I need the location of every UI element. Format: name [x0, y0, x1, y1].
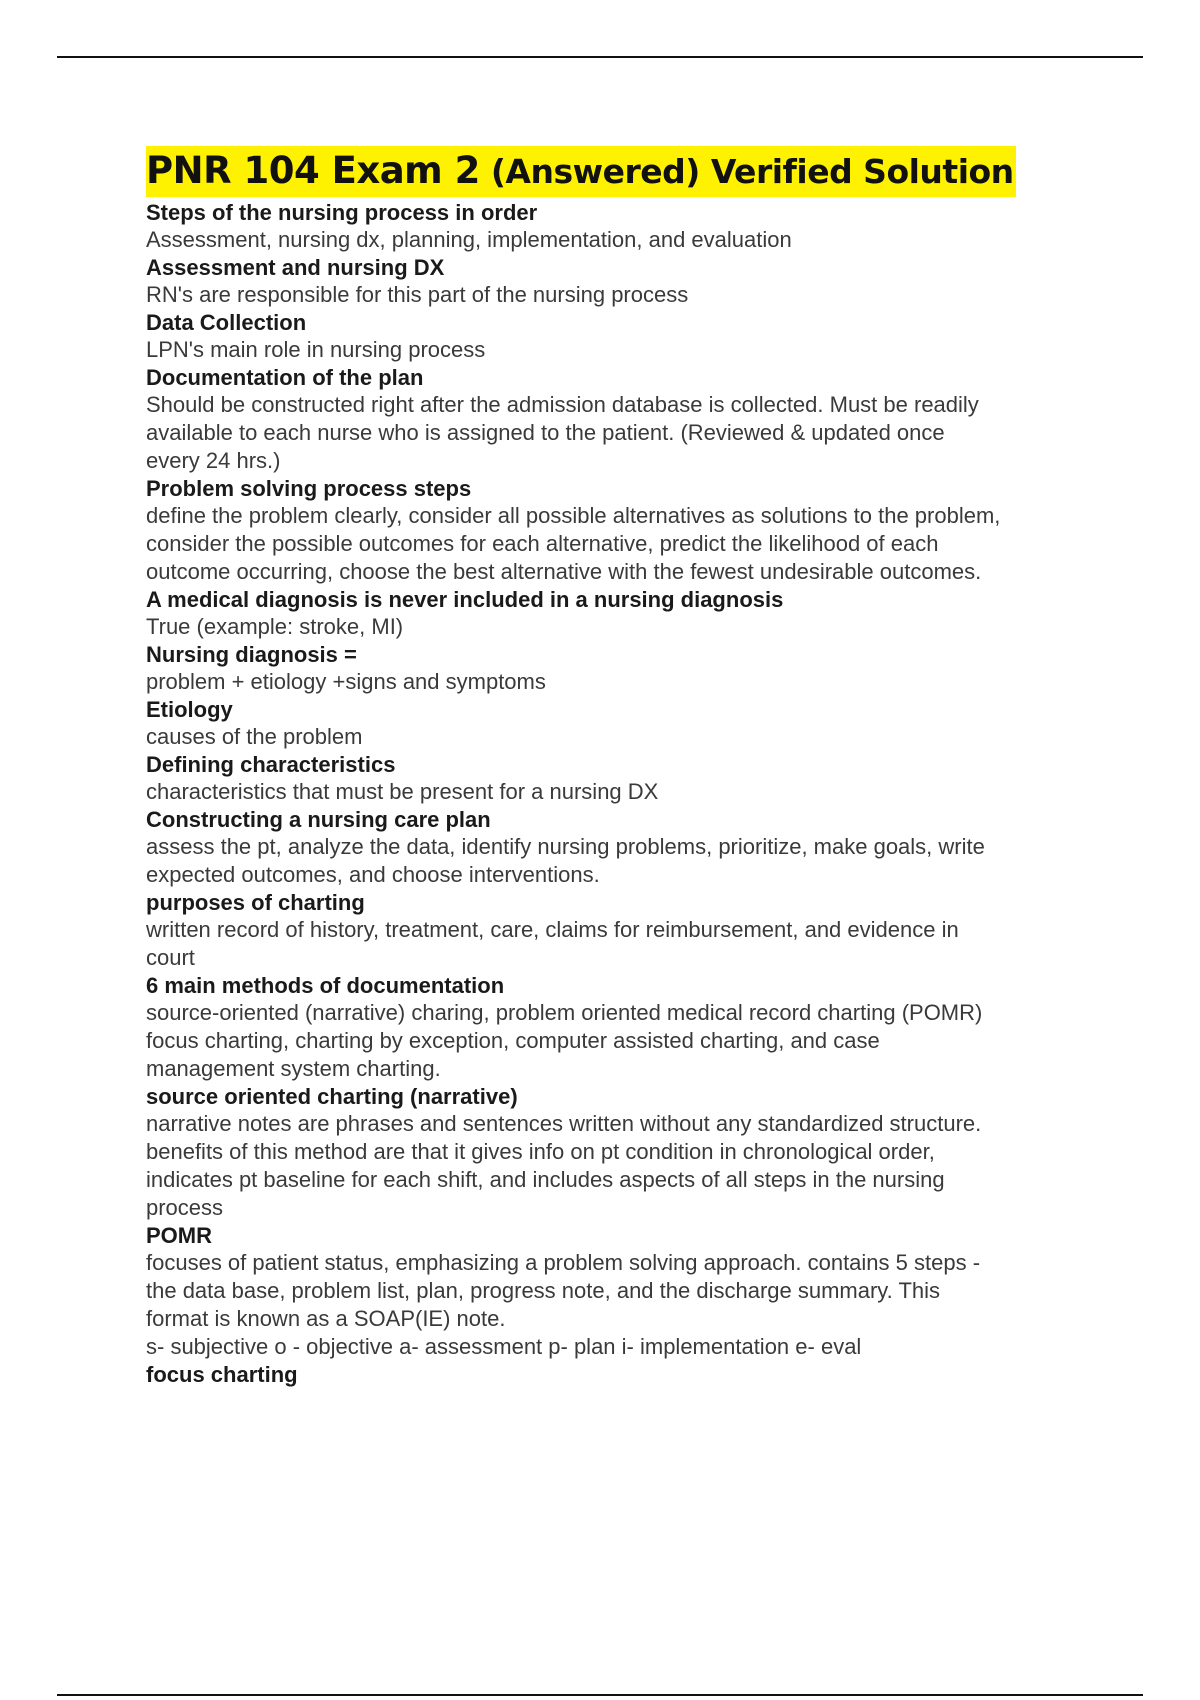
title-sub: (Answered) Verified Solution — [479, 152, 1014, 191]
qa-item — [146, 586, 1106, 641]
qa-item — [146, 696, 1106, 751]
answer: define the problem clearly, consider all possible alternatives as solutions to the problem, consider the possible outcomes for each alternative, predict the likelihood of each outcome occurring, choose the best alternative with the fewest undesirable outcomes. — [146, 503, 1001, 584]
document-title — [146, 146, 1016, 197]
answer: RN's are responsible for this part of the nursing process — [146, 282, 689, 307]
qa-item — [146, 972, 1106, 1083]
question: Problem solving process steps — [146, 476, 472, 501]
qa-item — [146, 889, 1106, 972]
question: Constructing a nursing care plan — [146, 807, 491, 832]
answer: source-oriented (narrative) charing, problem oriented medical record charting (POMR) focus charting, charting by exception, computer assisted charting, and case management system charting. — [146, 1000, 983, 1081]
qa-item — [146, 806, 1106, 889]
document-body — [146, 146, 1106, 1388]
question: A medical diagnosis is never included in a nursing diagnosis — [146, 587, 784, 612]
answer: True (example: stroke, MI) — [146, 614, 404, 639]
answer: problem + etiology +signs and symptoms — [146, 669, 546, 694]
answer: narrative notes are phrases and sentences written without any standardized structure. benefits of this method are that it gives info on pt condition in chronological order, indicates pt baseline for each shift, and includes aspects of all steps in the nursing process — [146, 1111, 982, 1220]
answer: focuses of patient status, emphasizing a problem solving approach. contains 5 steps - the data base, problem list, plan, progress note, and the discharge summary. This format is known as a SOAP(IE) note. s- subjective o - objective a- assessment p- plan i- implementation e- eval — [146, 1250, 981, 1359]
question: Nursing diagnosis = — [146, 642, 357, 667]
answer: causes of the problem — [146, 724, 363, 749]
question: Data Collection — [146, 310, 307, 335]
title-main: PNR 104 Exam 2 — [146, 149, 480, 192]
answer: LPN's main role in nursing process — [146, 337, 486, 362]
qa-item — [146, 254, 1106, 309]
answer: written record of history, treatment, care, claims for reimbursement, and evidence in court — [146, 917, 959, 970]
top-divider — [57, 56, 1143, 58]
answer: Should be constructed right after the admission database is collected. Must be readily available to each nurse who is assigned to the patient. (Reviewed & updated once every 24 hrs.) — [146, 392, 979, 473]
qa-item — [146, 309, 1106, 364]
question: 6 main methods of documentation — [146, 973, 505, 998]
qa-item — [146, 199, 1106, 254]
question: purposes of charting — [146, 890, 365, 915]
bottom-divider — [57, 1694, 1143, 1696]
answer: characteristics that must be present for a nursing DX — [146, 779, 659, 804]
question: Defining characteristics — [146, 752, 396, 777]
answer: Assessment, nursing dx, planning, implementation, and evaluation — [146, 227, 792, 252]
question: focus charting — [146, 1362, 298, 1387]
question: Documentation of the plan — [146, 365, 424, 390]
qa-item — [146, 1083, 1106, 1222]
answer: assess the pt, analyze the data, identify nursing problems, prioritize, make goals, write expected outcomes, and choose interventions. — [146, 834, 985, 887]
qa-item — [146, 751, 1106, 806]
qa-item — [146, 475, 1106, 586]
question: Steps of the nursing process in order — [146, 200, 538, 225]
question: Assessment and nursing DX — [146, 255, 445, 280]
qa-item — [146, 364, 1106, 475]
question: source oriented charting (narrative) — [146, 1084, 518, 1109]
qa-item — [146, 641, 1106, 696]
qa-item — [146, 1361, 1106, 1388]
question: Etiology — [146, 697, 233, 722]
qa-item — [146, 1222, 1106, 1361]
question: POMR — [146, 1223, 212, 1248]
